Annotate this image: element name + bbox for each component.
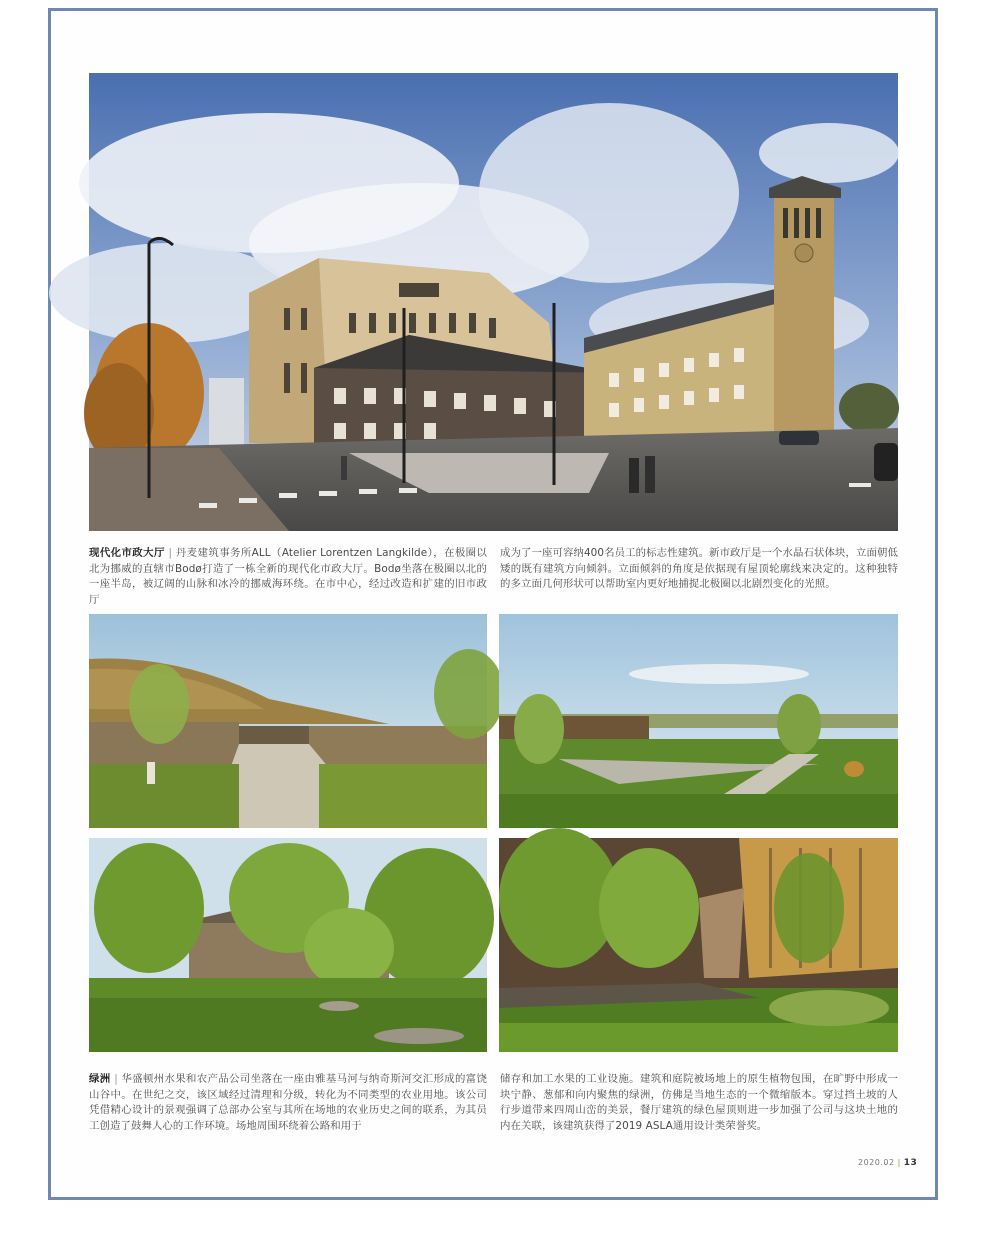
issue-date: 2020.02: [858, 1158, 895, 1167]
oasis-photo-1: [89, 614, 487, 828]
page-footer: [858, 1158, 917, 1168]
footer-separator: |: [897, 1158, 901, 1167]
page-number: 13: [903, 1158, 918, 1168]
oasis-caption-col2: [500, 1072, 898, 1136]
oasis-photo-4: [499, 838, 898, 1052]
oasis-caption-text-1: 华盛顿州水果和农产品公司坐落在一座由雅基马河与纳奇斯河交汇形成的富饶山谷中。在世纪之交，该区域经过清理和分级，转化为不同类型的农业用地。该公司凭借精心设计的景观强调了总部办公室与其所在场地的农业历史之间的联系，为其员工创造了鼓舞人心的工作环境。场地周围环绕着公路和用于: [89, 1073, 487, 1132]
city-hall-caption-title: 现代化市政大厅: [89, 547, 165, 559]
oasis-photo-2: [499, 614, 898, 828]
city-hall-caption-col2: [500, 546, 898, 594]
city-hall-caption-text-1: 丹麦建筑事务所ALL（Atelier Lorentzen Langkilde），在极圈以北为挪威的直辖市Bodø打造了一栋全新的现代化市政大厅。Bodø坐落在极圈以北的一座半岛，被辽阔的山脉和冰冷的挪威海环绕。在市中心，经过改造和扩建的旧市政厅: [89, 547, 487, 606]
city-hall-caption-col1: 现代化市政大厅 | 丹麦建筑事务所ALL（Atelier Lorentzen Langkilde），在极圈以北为挪威的直辖市Bodø打造了一栋全新的现代化市政大厅。Bodø坐落在极圈以北的一座半岛，被辽阔的山脉和冰冷的挪威海环绕。在市中心，经过改造和扩建的旧市政厅: [89, 547, 487, 606]
oasis-caption-col1: 绿洲 | 华盛顿州水果和农产品公司坐落在一座由雅基马河与纳奇斯河交汇形成的富饶山谷中。在世纪之交，该区域经过清理和分级，转化为不同类型的农业用地。该公司凭借精心设计的景观强调了总部办公室与其所在场地的农业历史之间的联系，为其员工创造了鼓舞人心的工作环境。场地周围环绕着公路和用于: [89, 1073, 487, 1132]
city-hall-photo: [89, 73, 898, 531]
oasis-caption-text-2: 储存和加工水果的工业设施。建筑和庭院被场地上的原生植物包围，在旷野中形成一块宁静、葱郁和向内聚焦的绿洲，仿佛是当地生态的一个微缩版本。穿过挡土坡的人行步道带来四周山峦的美景，餐厅建筑的绿色屋顶则进一步加强了公司与这块土地的内在关联，该建筑获得了2019 ASLA通用设计类荣誉奖。: [500, 1073, 898, 1132]
city-hall-caption-text-2: 成为了一座可容纳400名员工的标志性建筑。新市政厅是一个水晶石状体块，立面朝低矮的既有建筑方向倾斜。立面倾斜的角度是依据现有屋顶轮廓线来决定的。这种独特的多立面几何形状可以帮助室内更好地捕捉北极圈以北剧烈变化的光照。: [500, 547, 898, 590]
oasis-photo-3: [89, 838, 487, 1052]
oasis-caption-title: 绿洲: [89, 1073, 111, 1085]
